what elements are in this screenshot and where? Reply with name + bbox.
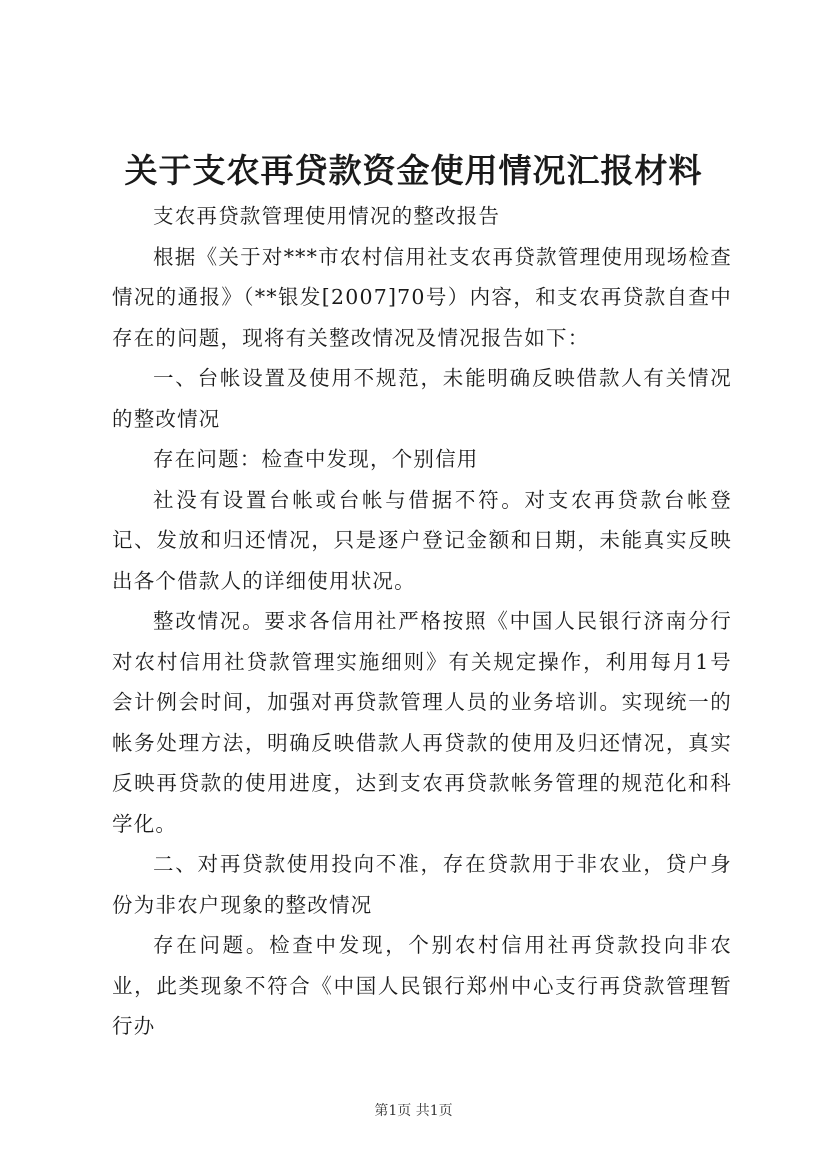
- paragraph-problem-1b: 社没有设置台帐或台帐与借据不符。对支农再贷款台帐登记、发放和归还情况，只是逐户登记金额和日期，未能真实反映出各个借款人的详细使用状况。: [112, 487, 732, 593]
- document-body: [112, 196, 732, 1047]
- paragraph-section-1-heading: 一、台帐设置及使用不规范，未能明确反映借款人有关情况的整改情况: [112, 366, 732, 431]
- paragraph-problem-2: 存在问题。检查中发现，个别农村信用社再贷款投向非农业，此类现象不符合《中国人民银行郑州中心支行再贷款管理暂行办: [112, 933, 732, 1038]
- document-title: 关于支农再贷款资金使用情况汇报材料: [124, 151, 703, 190]
- paragraph-subtitle: 支农再贷款管理使用情况的整改报告: [153, 204, 501, 228]
- page-footer: 第1页 共1页: [374, 1103, 453, 1119]
- paragraph-rectification-1: 整改情况。要求各信用社严格按照《中国人民银行济南分行对农村信用社贷款管理实施细则》有关规定操作，利用每月1号会计例会时间，加强对再贷款管理人员的业务培训。实现统一的帐务处理方法，明确反映借款人再贷款的使用及归还情况，真实反映再贷款的使用进度，达到支农再贷款帐务管理的规范化和科学化。: [112, 609, 732, 836]
- paragraph-intro: 根据《关于对***市农村信用社支农再贷款管理使用现场检查情况的通报》（**银发[2007]70号）内容，和支农再贷款自查中存在的问题，现将有关整改情况及情况报告如下：: [112, 244, 732, 350]
- paragraph-problem-1a: 存在问题：检查中发现，个别信用: [153, 447, 479, 471]
- paragraph-section-2-heading: 二、对再贷款使用投向不准，存在贷款用于非农业，贷户身份为非农户现象的整改情况: [112, 852, 732, 917]
